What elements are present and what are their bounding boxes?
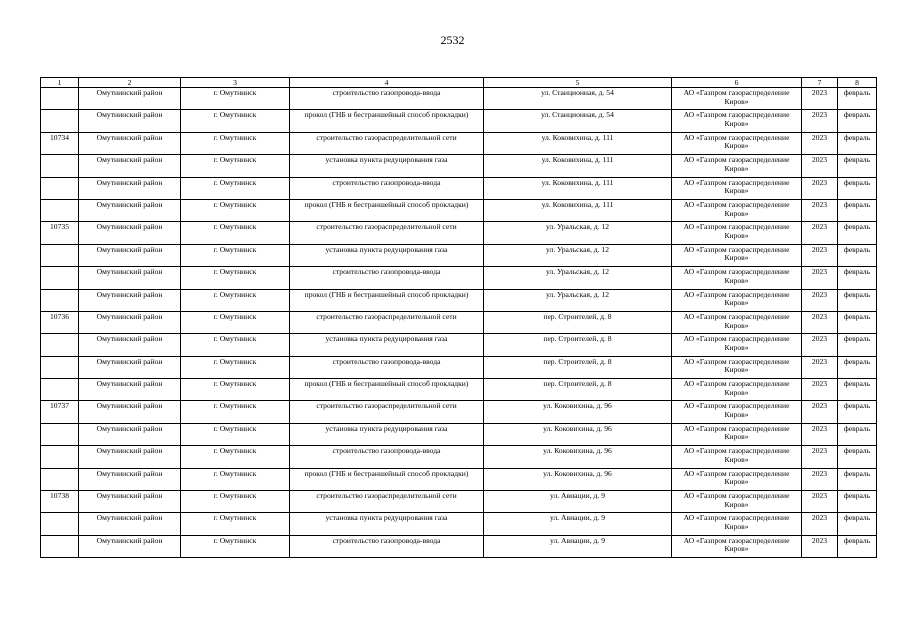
settlement-cell: г. Омутнинск	[181, 356, 290, 378]
address-cell: ул. Коковихина, д. 96	[484, 468, 672, 490]
settlement-cell: г. Омутнинск	[181, 177, 290, 199]
year-cell: 2023	[802, 244, 838, 266]
settlement-cell: г. Омутнинск	[181, 401, 290, 423]
organization-cell: АО «Газпром газораспределение Киров»	[672, 311, 802, 333]
column-header: 6	[672, 78, 802, 88]
object-number-cell	[41, 177, 79, 199]
address-cell: ул. Коковихина, д. 111	[484, 155, 672, 177]
column-header: 1	[41, 78, 79, 88]
month-cell: февраль	[838, 334, 877, 356]
organization-cell: АО «Газпром газораспределение Киров»	[672, 177, 802, 199]
object-number-cell	[41, 244, 79, 266]
work-type-cell: строительство газораспределительной сети	[290, 401, 484, 423]
object-number-cell	[41, 334, 79, 356]
organization-cell: АО «Газпром газораспределение Киров»	[672, 289, 802, 311]
address-cell: ул. Коковихина, д. 111	[484, 132, 672, 154]
district-cell: Омутнинский район	[79, 155, 181, 177]
district-cell: Омутнинский район	[79, 110, 181, 132]
address-cell: ул. Коковихина, д. 96	[484, 401, 672, 423]
month-cell: февраль	[838, 289, 877, 311]
work-type-cell: прокол (ГНБ и бестраншейный способ прокладки)	[290, 468, 484, 490]
table-row	[41, 222, 877, 244]
organization-cell: АО «Газпром газораспределение Киров»	[672, 155, 802, 177]
year-cell: 2023	[802, 468, 838, 490]
work-type-cell: строительство газораспределительной сети	[290, 132, 484, 154]
month-cell: февраль	[838, 423, 877, 445]
table-row	[41, 267, 877, 289]
work-type-cell: установка пункта редуцирования газа	[290, 244, 484, 266]
district-cell: Омутнинский район	[79, 132, 181, 154]
object-number-cell: 10737	[41, 401, 79, 423]
year-cell: 2023	[802, 535, 838, 557]
address-cell: ул. Станционная, д. 54	[484, 88, 672, 110]
year-cell: 2023	[802, 334, 838, 356]
year-cell: 2023	[802, 491, 838, 513]
district-cell: Омутнинский район	[79, 88, 181, 110]
table-row	[41, 155, 877, 177]
year-cell: 2023	[802, 177, 838, 199]
district-cell: Омутнинский район	[79, 446, 181, 468]
table-row	[41, 289, 877, 311]
work-type-cell: строительство газораспределительной сети	[290, 491, 484, 513]
table-row	[41, 401, 877, 423]
month-cell: февраль	[838, 222, 877, 244]
organization-cell: АО «Газпром газораспределение Киров»	[672, 446, 802, 468]
settlement-cell: г. Омутнинск	[181, 244, 290, 266]
year-cell: 2023	[802, 423, 838, 445]
year-cell: 2023	[802, 356, 838, 378]
year-cell: 2023	[802, 155, 838, 177]
settlement-cell: г. Омутнинск	[181, 446, 290, 468]
column-header: 7	[802, 78, 838, 88]
month-cell: февраль	[838, 132, 877, 154]
settlement-cell: г. Омутнинск	[181, 513, 290, 535]
object-number-cell	[41, 535, 79, 557]
month-cell: февраль	[838, 88, 877, 110]
table-row	[41, 110, 877, 132]
district-cell: Омутнинский район	[79, 177, 181, 199]
month-cell: февраль	[838, 356, 877, 378]
work-type-cell: строительство газораспределительной сети	[290, 222, 484, 244]
month-cell: февраль	[838, 535, 877, 557]
month-cell: февраль	[838, 110, 877, 132]
organization-cell: АО «Газпром газораспределение Киров»	[672, 423, 802, 445]
settlement-cell: г. Омутнинск	[181, 222, 290, 244]
object-number-cell	[41, 199, 79, 221]
address-cell: пер. Строителей, д. 8	[484, 379, 672, 401]
object-number-cell	[41, 88, 79, 110]
address-cell: ул. Коковихина, д. 96	[484, 446, 672, 468]
address-cell: ул. Коковихина, д. 111	[484, 177, 672, 199]
address-cell: ул. Уральская, д. 12	[484, 267, 672, 289]
address-cell: ул. Авиации, д. 9	[484, 513, 672, 535]
month-cell: февраль	[838, 199, 877, 221]
year-cell: 2023	[802, 311, 838, 333]
object-number-cell	[41, 356, 79, 378]
work-type-cell: строительство газопровода-ввода	[290, 356, 484, 378]
table-row	[41, 244, 877, 266]
header-row	[41, 78, 877, 88]
object-number-cell	[41, 267, 79, 289]
settlement-cell: г. Омутнинск	[181, 379, 290, 401]
address-cell: пер. Строителей, д. 8	[484, 311, 672, 333]
year-cell: 2023	[802, 446, 838, 468]
settlement-cell: г. Омутнинск	[181, 423, 290, 445]
organization-cell: АО «Газпром газораспределение Киров»	[672, 244, 802, 266]
column-header: 3	[181, 78, 290, 88]
address-cell: ул. Коковихина, д. 111	[484, 199, 672, 221]
district-cell: Омутнинский район	[79, 379, 181, 401]
organization-cell: АО «Газпром газораспределение Киров»	[672, 379, 802, 401]
district-cell: Омутнинский район	[79, 289, 181, 311]
table-body	[41, 88, 877, 558]
column-header: 2	[79, 78, 181, 88]
year-cell: 2023	[802, 110, 838, 132]
settlement-cell: г. Омутнинск	[181, 110, 290, 132]
district-cell: Омутнинский район	[79, 468, 181, 490]
year-cell: 2023	[802, 199, 838, 221]
object-number-cell	[41, 423, 79, 445]
data-table	[40, 77, 877, 558]
work-type-cell: установка пункта редуцирования газа	[290, 423, 484, 445]
district-cell: Омутнинский район	[79, 491, 181, 513]
work-type-cell: строительство газопровода-ввода	[290, 267, 484, 289]
object-number-cell	[41, 110, 79, 132]
district-cell: Омутнинский район	[79, 334, 181, 356]
month-cell: февраль	[838, 267, 877, 289]
table-row	[41, 177, 877, 199]
organization-cell: АО «Газпром газораспределение Киров»	[672, 110, 802, 132]
column-header: 5	[484, 78, 672, 88]
district-cell: Омутнинский район	[79, 311, 181, 333]
district-cell: Омутнинский район	[79, 535, 181, 557]
object-number-cell: 10735	[41, 222, 79, 244]
table-row	[41, 513, 877, 535]
table-row	[41, 468, 877, 490]
month-cell: февраль	[838, 155, 877, 177]
organization-cell: АО «Газпром газораспределение Киров»	[672, 491, 802, 513]
month-cell: февраль	[838, 244, 877, 266]
month-cell: февраль	[838, 311, 877, 333]
district-cell: Омутнинский район	[79, 199, 181, 221]
year-cell: 2023	[802, 289, 838, 311]
table-row	[41, 423, 877, 445]
work-type-cell: прокол (ГНБ и бестраншейный способ прокладки)	[290, 110, 484, 132]
column-header: 4	[290, 78, 484, 88]
address-cell: пер. Строителей, д. 8	[484, 334, 672, 356]
work-type-cell: строительство газопровода-ввода	[290, 535, 484, 557]
district-cell: Омутнинский район	[79, 356, 181, 378]
settlement-cell: г. Омутнинск	[181, 535, 290, 557]
settlement-cell: г. Омутнинск	[181, 267, 290, 289]
table-row	[41, 88, 877, 110]
district-cell: Омутнинский район	[79, 222, 181, 244]
address-cell: пер. Строителей, д. 8	[484, 356, 672, 378]
address-cell: ул. Уральская, д. 12	[484, 222, 672, 244]
month-cell: февраль	[838, 401, 877, 423]
month-cell: февраль	[838, 468, 877, 490]
work-type-cell: установка пункта редуцирования газа	[290, 155, 484, 177]
address-cell: ул. Авиации, д. 9	[484, 535, 672, 557]
object-number-cell	[41, 379, 79, 401]
month-cell: февраль	[838, 513, 877, 535]
address-cell: ул. Уральская, д. 12	[484, 244, 672, 266]
year-cell: 2023	[802, 88, 838, 110]
object-number-cell	[41, 289, 79, 311]
year-cell: 2023	[802, 401, 838, 423]
organization-cell: АО «Газпром газораспределение Киров»	[672, 468, 802, 490]
table-row	[41, 311, 877, 333]
object-number-cell: 10736	[41, 311, 79, 333]
organization-cell: АО «Газпром газораспределение Киров»	[672, 267, 802, 289]
settlement-cell: г. Омутнинск	[181, 155, 290, 177]
year-cell: 2023	[802, 267, 838, 289]
organization-cell: АО «Газпром газораспределение Киров»	[672, 334, 802, 356]
month-cell: февраль	[838, 177, 877, 199]
settlement-cell: г. Омутнинск	[181, 334, 290, 356]
year-cell: 2023	[802, 379, 838, 401]
year-cell: 2023	[802, 222, 838, 244]
district-cell: Омутнинский район	[79, 513, 181, 535]
organization-cell: АО «Газпром газораспределение Киров»	[672, 401, 802, 423]
district-cell: Омутнинский район	[79, 423, 181, 445]
organization-cell: АО «Газпром газораспределение Киров»	[672, 535, 802, 557]
table-row	[41, 446, 877, 468]
district-cell: Омутнинский район	[79, 267, 181, 289]
organization-cell: АО «Газпром газораспределение Киров»	[672, 88, 802, 110]
work-type-cell: прокол (ГНБ и бестраншейный способ прокладки)	[290, 289, 484, 311]
table-row	[41, 379, 877, 401]
organization-cell: АО «Газпром газораспределение Киров»	[672, 132, 802, 154]
settlement-cell: г. Омутнинск	[181, 311, 290, 333]
object-number-cell: 10734	[41, 132, 79, 154]
settlement-cell: г. Омутнинск	[181, 199, 290, 221]
work-type-cell: прокол (ГНБ и бестраншейный способ прокладки)	[290, 379, 484, 401]
district-cell: Омутнинский район	[79, 244, 181, 266]
column-header: 8	[838, 78, 877, 88]
table-row	[41, 535, 877, 557]
table-row	[41, 199, 877, 221]
address-cell: ул. Уральская, д. 12	[484, 289, 672, 311]
object-number-cell	[41, 468, 79, 490]
object-number-cell	[41, 155, 79, 177]
address-cell: ул. Авиации, д. 9	[484, 491, 672, 513]
organization-cell: АО «Газпром газораспределение Киров»	[672, 199, 802, 221]
work-type-cell: строительство газопровода-ввода	[290, 446, 484, 468]
table-row	[41, 356, 877, 378]
work-type-cell: строительство газораспределительной сети	[290, 311, 484, 333]
settlement-cell: г. Омутнинск	[181, 289, 290, 311]
table-row	[41, 491, 877, 513]
settlement-cell: г. Омутнинск	[181, 491, 290, 513]
work-type-cell: прокол (ГНБ и бестраншейный способ прокладки)	[290, 199, 484, 221]
month-cell: февраль	[838, 379, 877, 401]
settlement-cell: г. Омутнинск	[181, 132, 290, 154]
year-cell: 2023	[802, 513, 838, 535]
work-type-cell: установка пункта редуцирования газа	[290, 513, 484, 535]
month-cell: февраль	[838, 446, 877, 468]
work-type-cell: строительство газопровода-ввода	[290, 88, 484, 110]
work-type-cell: строительство газопровода-ввода	[290, 177, 484, 199]
address-cell: ул. Коковихина, д. 96	[484, 423, 672, 445]
month-cell: февраль	[838, 491, 877, 513]
object-number-cell: 10738	[41, 491, 79, 513]
object-number-cell	[41, 446, 79, 468]
table-row	[41, 334, 877, 356]
organization-cell: АО «Газпром газораспределение Киров»	[672, 222, 802, 244]
organization-cell: АО «Газпром газораспределение Киров»	[672, 356, 802, 378]
settlement-cell: г. Омутнинск	[181, 88, 290, 110]
organization-cell: АО «Газпром газораспределение Киров»	[672, 513, 802, 535]
table-row	[41, 132, 877, 154]
work-type-cell: установка пункта редуцирования газа	[290, 334, 484, 356]
district-cell: Омутнинский район	[79, 401, 181, 423]
object-number-cell	[41, 513, 79, 535]
settlement-cell: г. Омутнинск	[181, 468, 290, 490]
address-cell: ул. Станционная, д. 54	[484, 110, 672, 132]
page-number: 2532	[440, 33, 465, 47]
year-cell: 2023	[802, 132, 838, 154]
